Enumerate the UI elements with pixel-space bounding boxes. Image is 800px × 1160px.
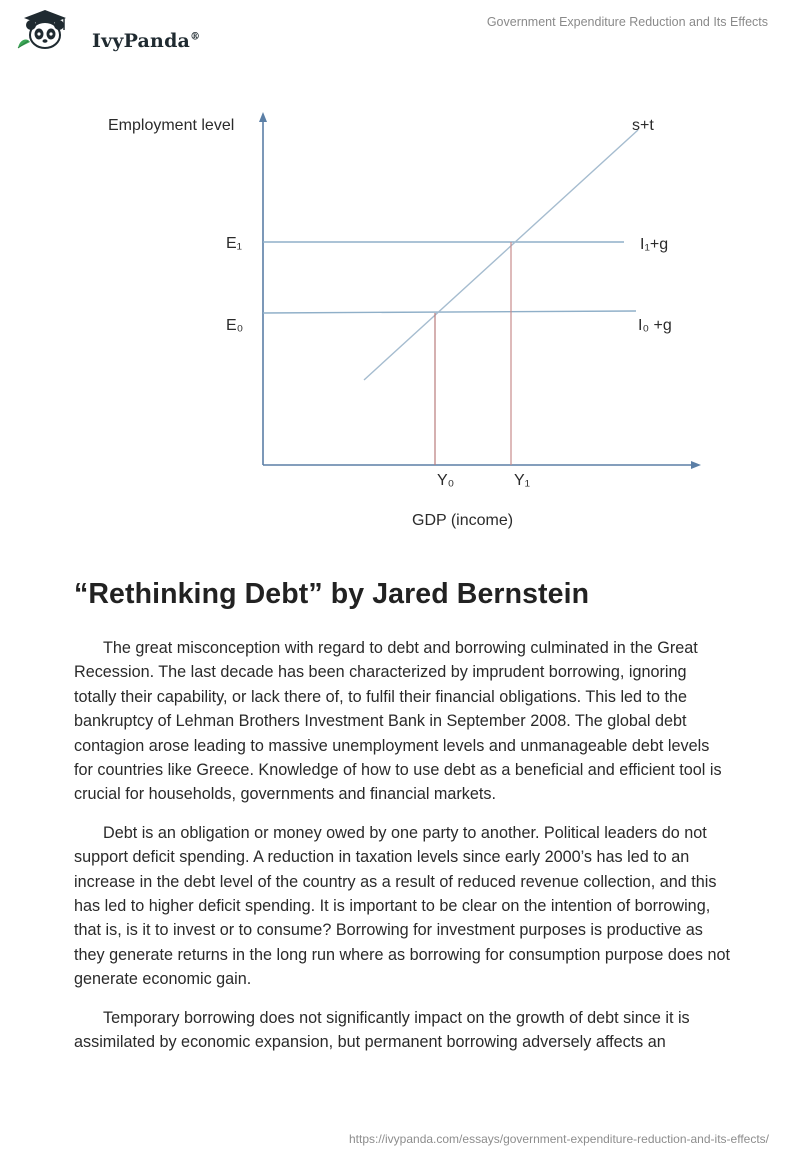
section-heading: “Rethinking Debt” by Jared Bernstein (74, 578, 590, 610)
y-axis-label: Employment level (108, 117, 235, 134)
document-title: Government Expenditure Reduction and Its Effects (486, 15, 768, 29)
paragraph-2: Debt is an obligation or money owed by one party to another. Political leaders do not support deficit spending. A reduction in taxation levels since early 2000’s has led to an increase in the debt level of the country as a result of reduced revenue collection, and this has led to higher deficit spending. It is important to be clear on the intention of borrowing, that is, is it to invest or to consume? Borrowing for investment purposes is productive as they generate returns in the long run where as borrowing for consumption purpose does not generate economic gain. (74, 823, 730, 989)
x-axis-arrow (691, 461, 701, 469)
paragraph-3: Temporary borrowing does not significantly impact on the growth of debt since it is assimilated by economic expansion, but permanent borrowing adversely affects an (74, 1008, 690, 1052)
y1-label: Y₁ (514, 472, 531, 489)
y-axis-arrow (259, 112, 267, 122)
page-header (0, 0, 800, 60)
source-url[interactable]: https://ivypanda.com/essays/government-expenditure-reduction-and-its-effects/ (349, 1132, 769, 1146)
diagram-svg (96, 104, 716, 544)
i0-g-label: I₀ +g (638, 317, 672, 334)
e1-label: E₁ (226, 235, 243, 252)
paragraph-1: The great misconception with regard to debt and borrowing culminated in the Great Recession. The last decade has been characterized by imprudent borrowing, ignoring totally their capability, or lack there of, to fulfil their financial obligations. This led to the bankruptcy of Lehman Brothers Investment Bank in September 2008. The global debt contagion arose leading to massive unemployment levels and unmanageable debt levels for countries like Greece. Knowledge of how to use debt as a beneficial and efficient tool is crucial for households, governments and financial markets. (74, 639, 722, 804)
keynesian-cross-diagram (96, 104, 716, 544)
brand-name: IvyPanda® (92, 30, 201, 52)
ivypanda-logo[interactable] (14, 8, 201, 52)
e0-label: E₀ (226, 317, 244, 334)
panda-mascot-icon (14, 8, 76, 52)
s-t-label: s+t (632, 117, 654, 134)
i1-g-label: I₁+g (640, 236, 669, 253)
i0-g-line (263, 311, 636, 313)
y0-label: Y₀ (437, 472, 455, 489)
s-t-line (364, 130, 638, 380)
x-axis-label: GDP (income) (412, 512, 514, 529)
essay-body (74, 636, 730, 1069)
